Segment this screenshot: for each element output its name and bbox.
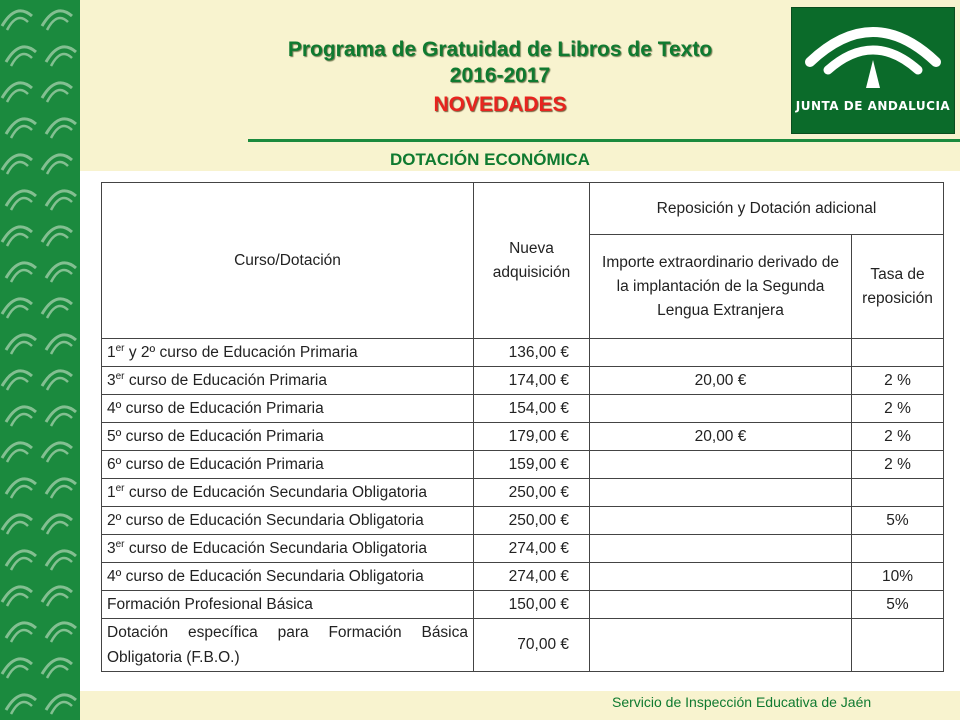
course-number: 3	[107, 371, 116, 389]
cell-new-acquisition: 136,00 €	[474, 339, 590, 367]
cell-replacement-rate: 10%	[852, 563, 944, 591]
course-label: 4º curso de Educación Primaria	[107, 399, 324, 417]
table-row	[102, 507, 944, 535]
table-row	[102, 367, 944, 395]
cell-extra-amount	[590, 451, 852, 479]
cell-course	[102, 451, 474, 479]
course-label: Formación Profesional Básica	[107, 595, 313, 613]
title-line-3: NOVEDADES	[433, 93, 567, 116]
cell-new-acquisition: 274,00 €	[474, 563, 590, 591]
allocation-table	[101, 182, 944, 672]
cell-new-acquisition: 250,00 €	[474, 479, 590, 507]
cell-new-acquisition: 159,00 €	[474, 451, 590, 479]
table-panel	[80, 171, 960, 691]
header-course: Curso/Dotación	[102, 183, 474, 339]
cell-replacement-rate: 5%	[852, 591, 944, 619]
table-row	[102, 423, 944, 451]
cell-course	[102, 563, 474, 591]
cell-extra-amount: 20,00 €	[590, 423, 852, 451]
cell-extra-amount	[590, 339, 852, 367]
cell-replacement-rate: 2 %	[852, 451, 944, 479]
course-label: curso de Educación Secundaria Obligatoria	[124, 483, 427, 501]
cell-extra-amount	[590, 395, 852, 423]
course-label: 6º curso de Educación Primaria	[107, 455, 324, 473]
logo-text: JUNTA DE ANDALUCIA	[795, 99, 951, 113]
logo-arches-icon	[792, 8, 954, 98]
header-replacement-group: Reposición y Dotación adicional	[590, 183, 944, 235]
cell-replacement-rate	[852, 339, 944, 367]
cell-new-acquisition: 174,00 €	[474, 367, 590, 395]
title-line-1: Programa de Gratuidad de Libros de Texto	[287, 38, 713, 61]
ordinal-suffix: er	[115, 538, 125, 550]
course-label: Dotación específica para Formación Básica Obligatoria (F.B.O.)	[107, 624, 473, 666]
cell-course	[102, 479, 474, 507]
junta-de-andalucia-logo-icon	[791, 7, 955, 134]
cell-course	[102, 507, 474, 535]
table-row	[102, 395, 944, 423]
cell-new-acquisition: 154,00 €	[474, 395, 590, 423]
cell-course	[102, 591, 474, 619]
crescent-pattern-icon	[0, 0, 80, 720]
header-replacement-rate: Tasa de reposición	[852, 235, 944, 339]
cell-extra-amount	[590, 479, 852, 507]
cell-new-acquisition: 179,00 €	[474, 423, 590, 451]
cell-new-acquisition: 150,00 €	[474, 591, 590, 619]
cell-extra-amount: 20,00 €	[590, 367, 852, 395]
cell-new-acquisition: 250,00 €	[474, 507, 590, 535]
table-row	[102, 535, 944, 563]
cell-new-acquisition: 274,00 €	[474, 535, 590, 563]
decorative-left-band	[0, 0, 80, 720]
cell-replacement-rate: 2 %	[852, 367, 944, 395]
course-label: 2º curso de Educación Secundaria Obligatoria	[107, 511, 424, 529]
cell-course	[102, 619, 474, 672]
cell-replacement-rate	[852, 619, 944, 672]
header-divider	[248, 139, 960, 142]
table-row	[102, 591, 944, 619]
course-label: 4º curso de Educación Secundaria Obligatoria	[107, 567, 424, 585]
table-row	[102, 619, 944, 672]
cell-replacement-rate	[852, 535, 944, 563]
cell-course	[102, 395, 474, 423]
course-label: curso de Educación Primaria	[124, 371, 327, 389]
course-label: curso de Educación Secundaria Obligatoria	[124, 539, 427, 557]
cell-new-acquisition: 70,00 €	[474, 619, 590, 672]
cell-extra-amount	[590, 591, 852, 619]
cell-course	[102, 423, 474, 451]
ordinal-suffix: er	[115, 370, 125, 382]
table-row	[102, 339, 944, 367]
cell-extra-amount	[590, 507, 852, 535]
footer-text: Servicio de Inspección Educativa de Jaén	[612, 694, 872, 710]
cell-extra-amount	[590, 619, 852, 672]
cell-course	[102, 339, 474, 367]
cell-replacement-rate	[852, 479, 944, 507]
cell-course	[102, 367, 474, 395]
cell-course	[102, 535, 474, 563]
course-number: 1	[107, 343, 116, 361]
table-row	[102, 479, 944, 507]
course-number: 3	[107, 539, 116, 557]
cell-extra-amount	[590, 535, 852, 563]
cell-replacement-rate: 2 %	[852, 423, 944, 451]
cell-replacement-rate: 5%	[852, 507, 944, 535]
course-number: 1	[107, 483, 116, 501]
title-line-2: 2016-2017	[449, 64, 551, 87]
header-extra-amount: Importe extraordinario derivado de la implantación de la Segunda Lengua Extranjera	[590, 235, 852, 339]
course-label: 5º curso de Educación Primaria	[107, 427, 324, 445]
course-label: y 2º curso de Educación Primaria	[124, 343, 358, 361]
ordinal-suffix: er	[115, 482, 125, 494]
table-row	[102, 451, 944, 479]
ordinal-suffix: er	[115, 342, 125, 354]
table-row	[102, 563, 944, 591]
section-title: DOTACIÓN ECONÓMICA	[390, 150, 590, 169]
cell-replacement-rate: 2 %	[852, 395, 944, 423]
cell-extra-amount	[590, 563, 852, 591]
header-new-acquisition: Nueva adquisición	[474, 183, 590, 339]
